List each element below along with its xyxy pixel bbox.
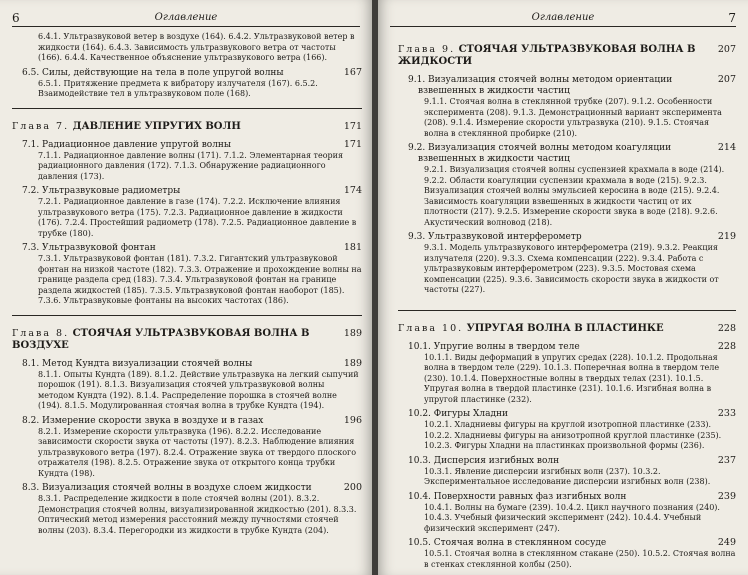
right-toc: [398, 44, 736, 573]
toc-page-number: 181: [343, 242, 362, 253]
toc-page-number: 167: [343, 66, 362, 78]
toc-chapter-8[interactable]: [12, 328, 362, 352]
toc-entry-title: 10.2. Фигуры Хладни: [408, 409, 509, 419]
toc-subentries: 10.1.1. Виды деформаций в упругих средах (228). 10.1.2. Продольная волна в твердом теле (229). 10.1.3. Поперечная волна в твердом теле (230). 10.1.4. Поверхностные волны в твердых телах (231). 10.1.5. Упругая волна в твердой пластинке (231). 10.1.6. Изгибная волна в упругой пластинке (232).: [424, 352, 720, 404]
toc-entry-8-3[interactable]: [22, 482, 362, 494]
toc-entry-9-2[interactable]: [408, 142, 736, 165]
toc-entry-7-2[interactable]: [22, 185, 362, 197]
chapter-title: СТОЯЧАЯ УЛЬТРАЗВУКОВАЯ ВОЛНА В ЖИДКОСТИ: [398, 44, 696, 67]
right-running-title: Оглавление: [531, 12, 595, 23]
right-page-header: [390, 10, 736, 27]
right-page: [378, 0, 748, 575]
left-running-title: Оглавление: [154, 12, 218, 23]
toc-entry-10-3[interactable]: [408, 455, 736, 467]
toc-entry-10-1[interactable]: [408, 341, 736, 353]
chapter-label: Глава 8.: [12, 327, 70, 339]
chapter-title: СТОЯЧАЯ УЛЬТРАЗВУКОВАЯ ВОЛНА В ВОЗДУХЕ: [12, 327, 310, 351]
toc-entry-title: 8.2. Измерение скорости звука в воздухе и в газах: [22, 415, 264, 426]
chapter-label: Глава 9.: [398, 44, 456, 55]
left-page: [0, 0, 372, 575]
toc-subentries: 9.1.1. Стоячая волна в стеклянной трубке (207). 9.1.2. Особенности эксперимента (208). 9.1.3. Демонстрационный вариант эксперимента (208). 9.1.4. Измерение скорости ультразвука (210). 9.1.5. Стоячая волна в стеклянной пробирке (210).: [424, 97, 722, 138]
left-page-header: [12, 10, 360, 27]
toc-chapter-7[interactable]: [12, 121, 362, 133]
toc-entry-title: 10.5. Стоячая волна в стеклянном сосуде: [408, 538, 607, 548]
toc-entry-10-5[interactable]: [408, 537, 736, 549]
chapter-divider: [398, 310, 736, 311]
chapter-title: ДАВЛЕНИЕ УПРУГИХ ВОЛН: [72, 120, 241, 132]
toc-subentries: 10.3.1. Явление дисперсии изгибных волн (237). 10.3.2. Экспериментальное исследование дисперсии изгибных волн (238).: [424, 466, 711, 486]
chapter-page-number: 228: [717, 322, 736, 334]
toc-entry-9-1[interactable]: [408, 74, 736, 97]
chapter-page-number: 171: [343, 120, 362, 132]
chapter-divider: [12, 108, 362, 109]
toc-entry-title: 8.1. Метод Кундта визуализации стоячей волны: [22, 358, 253, 369]
toc-subentries: 7.3.1. Ультразвуковой фонтан (181). 7.3.2. Гигантский ультразвуковой фонтан на низкой частоте (182). 7.3.3. Отражение и прохождение волны на границе раздела сред (183). 7.3.4. Ультразвуковой фонтан на границе раздела жидкостей (185). 7.3.5. Ультразвуковой фонтан наоборот (185). 7.3.6. Ультразвуковые фонтаны на высоких частотах (186).: [38, 254, 362, 305]
toc-subentries: 7.1.1. Радиационное давление волны (171). 7.1.2. Элементарная теория радиационного давления (172). 7.1.3. Обнаружение радиационного давления (173).: [38, 150, 344, 181]
toc-entry-8-2[interactable]: [22, 415, 362, 427]
toc-entry-7-1[interactable]: [22, 139, 362, 151]
toc-page-number: 174: [343, 185, 362, 196]
toc-subentries: 6.5.1. Притяжение предмета к вибратору излучателя (167). 6.5.2. Взаимодействие тел в ультразвуковом поле (168).: [38, 78, 318, 98]
toc-subentries: 10.5.1. Стоячая волна в стеклянном стакане (250). 10.5.2. Стоячая волна в стенках стеклянной колбы (250).: [424, 549, 736, 569]
toc-page-number: 237: [717, 454, 736, 466]
toc-page-number: 207: [717, 74, 736, 85]
right-page-number: 7: [728, 11, 736, 25]
toc-page-number: 228: [717, 340, 736, 352]
toc-subentries: 9.2.1. Визуализация стоячей волны суспензией крахмала в воде (214). 9.2.2. Области коагуляции суспензии крахмала в воде (215). 9.2.3. Визуализация стоячей волны эмульсией керосина в воде (215). 9.2.4. Зависимость коагуляции взвешенных в жидкости частиц от их плотности (217). 9.2.5. Измерение скорости звука в воде (218). 9.2.6. Акустический волновод (218).: [424, 165, 725, 227]
toc-entry-7-3[interactable]: [22, 242, 362, 254]
toc-page-number: 171: [343, 138, 362, 150]
toc-entry-title: 7.1. Радиационное давление упругой волны: [22, 139, 232, 150]
toc-entry-title: 9.2. Визуализация стоячей волны методом коагуляции взвешенных в жидкости частиц: [408, 143, 672, 164]
toc-entry-title: 9.1. Визуализация стоячей волны методом ориентации взвешенных в жидкости частиц: [408, 75, 673, 96]
toc-entry-title: 7.2. Ультразвуковые радиометры: [22, 186, 181, 196]
chapter-page-number: 189: [343, 327, 362, 339]
toc-entry-title: 10.1. Упругие волны в твердом теле: [408, 341, 580, 352]
toc-entry-title: 9.3. Ультразвуковой интерферометр: [408, 232, 582, 242]
toc-entry-10-2[interactable]: [408, 408, 736, 420]
toc-page-number: 249: [717, 537, 736, 548]
chapter-label: Глава 10.: [398, 322, 464, 334]
toc-subentries: 10.4.1. Волны на бумаге (239). 10.4.2. Цикл научного познания (240). 10.4.3. Учебный физический эксперимент (242). 10.4.4. Учебный физический эксперимент (247).: [424, 502, 720, 533]
toc-subentries: 8.2.1. Измерение скорости ультразвука (196). 8.2.2. Исследование зависимости скорости звука от частоты (197). 8.2.3. Наблюдение влияния ультразвукового ветра (197). 8.2.4. Отражение звука от твердого плоского отражателя (198). 8.2.5. Отражение звука от открытого конца трубки Кундта (198).: [38, 426, 357, 478]
toc-entry-title: 10.3. Дисперсия изгибных волн: [408, 455, 560, 466]
left-page-number: 6: [12, 11, 20, 25]
chapter-label: Глава 7.: [12, 120, 70, 132]
chapter-page-number: 207: [717, 44, 736, 55]
toc-entry-8-1[interactable]: [22, 358, 362, 370]
toc-entry-title: 7.3. Ультразвуковой фонтан: [22, 243, 156, 253]
toc-subentries: 9.3.1. Модель ультразвукового интерферометра (219). 9.3.2. Реакция излучателя (220). 9.3.3. Схема компенсации (222). 9.3.4. Работа с ультразвуковым интерферометром (223). 9.3.5. Мостовая схема компенсации (225). 9.3.6. Зависимость скорости звука в жидкости от частоты (227).: [424, 243, 719, 294]
toc-subentries: 6.4.1. Ультразвуковой ветер в воздухе (164). 6.4.2. Ультразвуковой ветер в жидкости (164). 6.4.3. Зависимость ультразвукового ветра от частоты (166). 6.4.4. Качественное объяснение ультразвукового ветра (166).: [38, 32, 355, 62]
toc-chapter-9[interactable]: [398, 44, 736, 68]
toc-entry-title: 6.5. Силы, действующие на тела в поле упругой волны: [22, 67, 284, 78]
chapter-title: УПРУГАЯ ВОЛНА В ПЛАСТИНКЕ: [466, 322, 664, 334]
toc-page-number: 200: [343, 482, 362, 493]
toc-page-number: 233: [717, 408, 736, 419]
toc-page-number: 219: [717, 231, 736, 242]
toc-page-number: 196: [343, 414, 362, 426]
toc-subentries: 7.2.1. Радиационное давление в газе (174). 7.2.2. Исключение влияния ультразвукового ветра (175). 7.2.3. Радиационное давление в жидкости (176). 7.2.4. Простейший радиометр (178). 7.2.5. Радиационное давление в трубке (180).: [38, 197, 357, 238]
toc-page-number: 239: [717, 490, 736, 502]
toc-subentries: 8.3.1. Распределение жидкости в поле стоячей волны (201). 8.3.2. Демонстрация стоячей волны, визуализированной жидкостью (201). 8.3.3. Оптический метод измерения расстояний между пучностями стоячей волны (203). 8.3.4. Перегородки из жидкости в трубке Кундта (204).: [38, 494, 357, 535]
toc-chapter-10[interactable]: [398, 323, 736, 335]
left-toc: [12, 32, 362, 539]
toc-entry-title: 8.3. Визуализация стоячей волны в воздухе слоем жидкости: [22, 483, 312, 493]
toc-page-number: 214: [717, 142, 736, 153]
toc-entry-10-4[interactable]: [408, 491, 736, 503]
toc-subentries: 10.2.1. Хладниевы фигуры на круглой изотропной пластинке (233). 10.2.2. Хладниевы фигуры на анизотропной круглой пластинке (235). 10.2.3. Фигуры Хладни на пластинках произвольной формы (236).: [424, 420, 722, 450]
toc-page-number: 189: [343, 357, 362, 369]
toc-entry-6-5[interactable]: [22, 67, 362, 79]
toc-entry-title: 10.4. Поверхности равных фаз изгибных волн: [408, 491, 627, 502]
toc-subentries: 8.1.1. Опыты Кундта (189). 8.1.2. Действие ультразвука на легкий сыпучий порошок (191). 8.1.3. Визуализация стоячей ультразвуковой волны методом Кундта (192). 8.1.4. Распределение порошка в стоячей волне (194). 8.1.5. Модулированная стоячая волна в трубке Кундта (194).: [38, 369, 359, 410]
toc-entry-9-3[interactable]: [408, 231, 736, 243]
chapter-divider: [12, 315, 362, 316]
